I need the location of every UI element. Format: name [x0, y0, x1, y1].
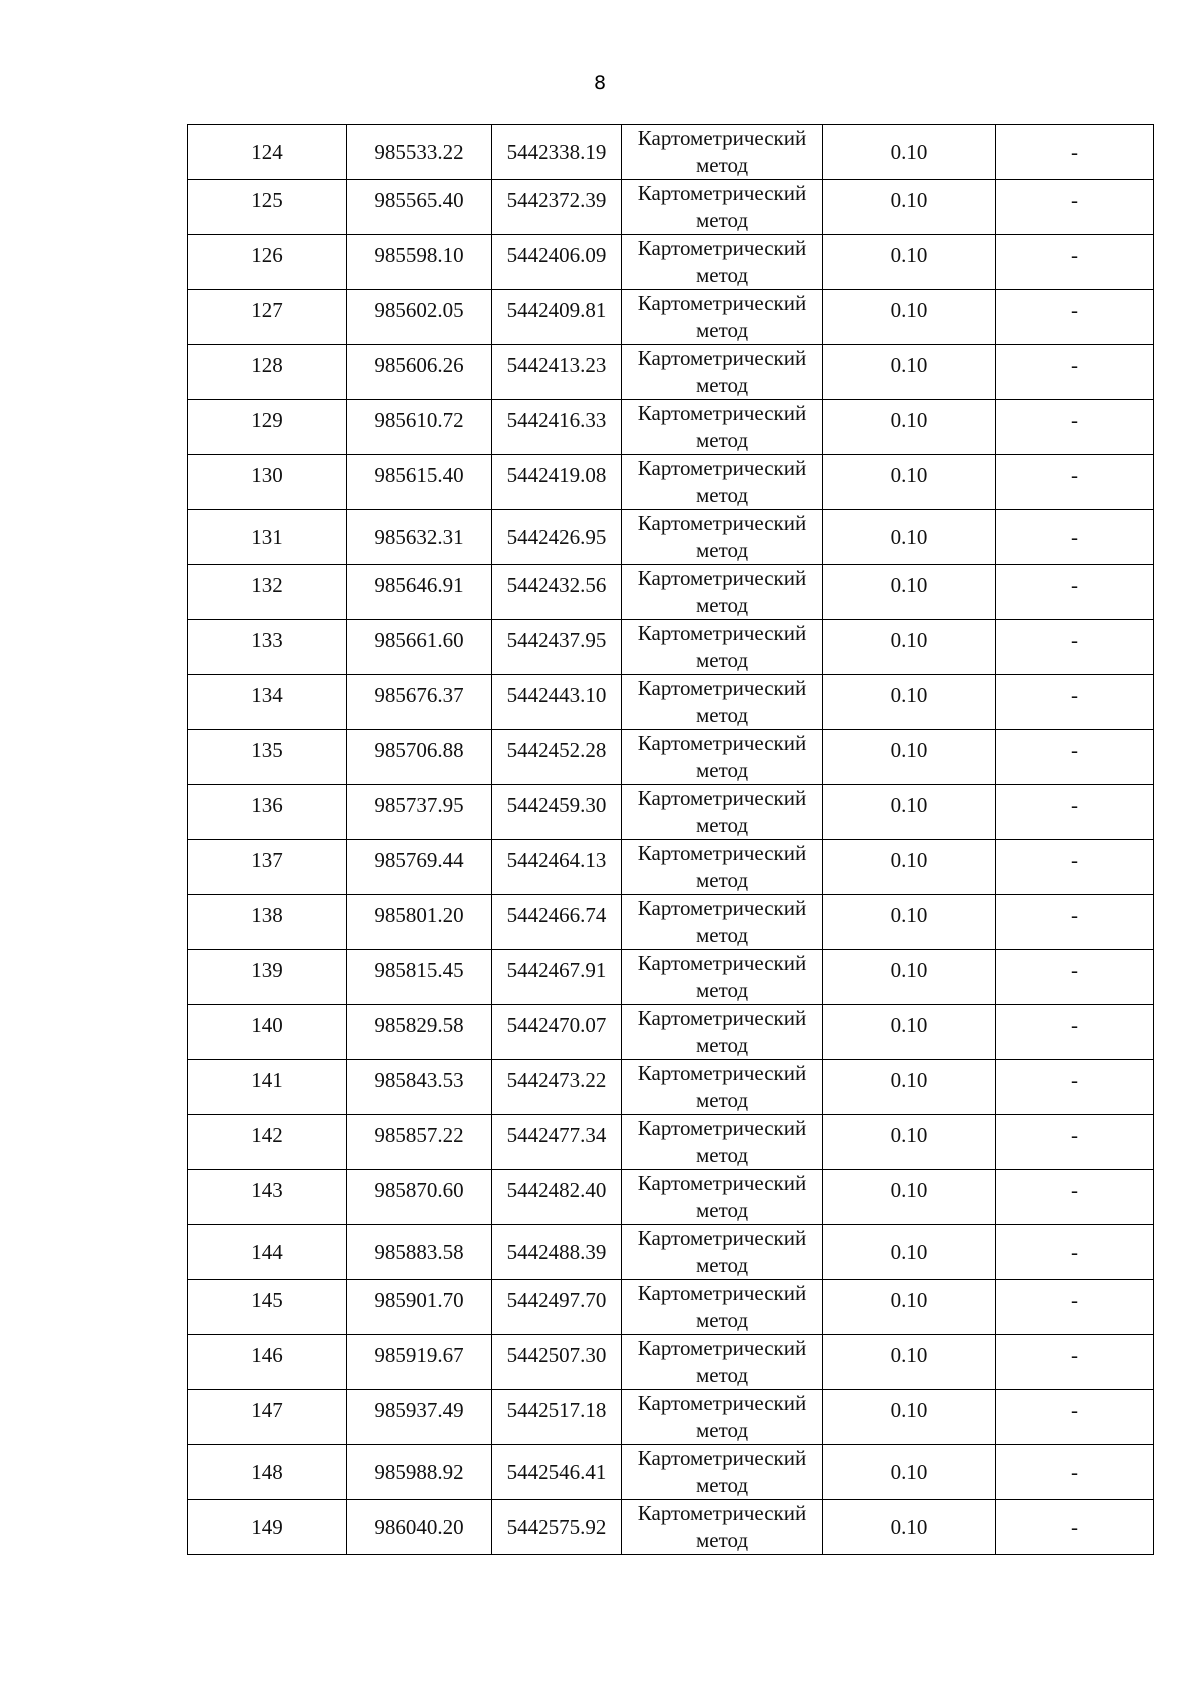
coordinates-table	[187, 124, 1154, 1555]
table-row	[188, 675, 1154, 730]
method-line-1: Картометрический	[637, 1281, 807, 1305]
point-number-cell: 131	[188, 510, 347, 565]
method-cell	[622, 730, 823, 785]
method-line-2: метод	[695, 923, 749, 947]
table-row	[188, 510, 1154, 565]
method-cell	[622, 1445, 823, 1500]
table-row	[188, 1390, 1154, 1445]
accuracy-cell: 0.10	[823, 345, 996, 400]
method-line-2: метод	[695, 978, 749, 1002]
point-number-cell: 136	[188, 785, 347, 840]
accuracy-cell: 0.10	[823, 235, 996, 290]
method-line-1: Картометрический	[637, 1171, 807, 1195]
point-number-cell: 125	[188, 180, 347, 235]
accuracy-cell: 0.10	[823, 675, 996, 730]
x-coordinate-cell: 985829.58	[347, 1005, 492, 1060]
table-row	[188, 620, 1154, 675]
accuracy-cell: 0.10	[823, 180, 996, 235]
table-row	[188, 565, 1154, 620]
method-cell	[622, 840, 823, 895]
y-coordinate-cell: 5442437.95	[492, 620, 622, 675]
y-coordinate-cell: 5442470.07	[492, 1005, 622, 1060]
point-number-cell: 142	[188, 1115, 347, 1170]
y-coordinate-cell: 5442482.40	[492, 1170, 622, 1225]
note-cell: -	[996, 1060, 1154, 1115]
x-coordinate-cell: 985598.10	[347, 235, 492, 290]
y-coordinate-cell: 5442372.39	[492, 180, 622, 235]
method-cell	[622, 620, 823, 675]
point-number-cell: 143	[188, 1170, 347, 1225]
accuracy-cell: 0.10	[823, 400, 996, 455]
note-cell: -	[996, 455, 1154, 510]
x-coordinate-cell: 985632.31	[347, 510, 492, 565]
note-cell: -	[996, 290, 1154, 345]
method-cell	[622, 1170, 823, 1225]
y-coordinate-cell: 5442432.56	[492, 565, 622, 620]
accuracy-cell: 0.10	[823, 455, 996, 510]
method-line-2: метод	[695, 373, 749, 397]
y-coordinate-cell: 5442464.13	[492, 840, 622, 895]
note-cell: -	[996, 1280, 1154, 1335]
y-coordinate-cell: 5442419.08	[492, 455, 622, 510]
table-row	[188, 290, 1154, 345]
accuracy-cell: 0.10	[823, 125, 996, 180]
x-coordinate-cell: 985602.05	[347, 290, 492, 345]
method-cell	[622, 125, 823, 180]
note-cell: -	[996, 565, 1154, 620]
method-line-2: метод	[695, 483, 749, 507]
table-row	[188, 400, 1154, 455]
y-coordinate-cell: 5442406.09	[492, 235, 622, 290]
accuracy-cell: 0.10	[823, 895, 996, 950]
note-cell: -	[996, 1445, 1154, 1500]
method-line-1: Картометрический	[637, 1501, 807, 1525]
point-number-cell: 148	[188, 1445, 347, 1500]
note-cell: -	[996, 730, 1154, 785]
point-number-cell: 135	[188, 730, 347, 785]
note-cell: -	[996, 125, 1154, 180]
method-cell	[622, 1280, 823, 1335]
x-coordinate-cell: 985737.95	[347, 785, 492, 840]
method-line-2: метод	[695, 1418, 749, 1442]
coordinates-table-body	[188, 125, 1154, 1555]
method-line-1: Картометрический	[637, 1006, 807, 1030]
method-line-1: Картометрический	[637, 566, 807, 590]
y-coordinate-cell: 5442467.91	[492, 950, 622, 1005]
method-cell	[622, 400, 823, 455]
method-line-1: Картометрический	[637, 236, 807, 260]
note-cell: -	[996, 1390, 1154, 1445]
point-number-cell: 146	[188, 1335, 347, 1390]
table-row	[188, 1060, 1154, 1115]
x-coordinate-cell: 985919.67	[347, 1335, 492, 1390]
x-coordinate-cell: 985870.60	[347, 1170, 492, 1225]
note-cell: -	[996, 840, 1154, 895]
note-cell: -	[996, 1225, 1154, 1280]
point-number-cell: 134	[188, 675, 347, 730]
point-number-cell: 128	[188, 345, 347, 400]
point-number-cell: 133	[188, 620, 347, 675]
x-coordinate-cell: 986040.20	[347, 1500, 492, 1555]
accuracy-cell: 0.10	[823, 1390, 996, 1445]
x-coordinate-cell: 985610.72	[347, 400, 492, 455]
table-row	[188, 895, 1154, 950]
accuracy-cell: 0.10	[823, 1280, 996, 1335]
x-coordinate-cell: 985883.58	[347, 1225, 492, 1280]
point-number-cell: 137	[188, 840, 347, 895]
method-cell	[622, 1060, 823, 1115]
method-cell	[622, 1500, 823, 1555]
accuracy-cell: 0.10	[823, 1335, 996, 1390]
method-line-1: Картометрический	[637, 456, 807, 480]
method-line-1: Картометрический	[637, 401, 807, 425]
method-line-2: метод	[695, 1308, 749, 1332]
y-coordinate-cell: 5442575.92	[492, 1500, 622, 1555]
accuracy-cell: 0.10	[823, 1005, 996, 1060]
note-cell: -	[996, 1170, 1154, 1225]
method-line-2: метод	[695, 593, 749, 617]
method-line-1: Картометрический	[637, 126, 807, 150]
method-line-2: метод	[695, 1033, 749, 1057]
method-line-1: Картометрический	[637, 181, 807, 205]
method-line-2: метод	[695, 1088, 749, 1112]
method-line-1: Картометрический	[637, 731, 807, 755]
note-cell: -	[996, 950, 1154, 1005]
table-row	[188, 1500, 1154, 1555]
table-row	[188, 1005, 1154, 1060]
point-number-cell: 127	[188, 290, 347, 345]
x-coordinate-cell: 985901.70	[347, 1280, 492, 1335]
table-row	[188, 1225, 1154, 1280]
method-line-2: метод	[695, 1198, 749, 1222]
x-coordinate-cell: 985815.45	[347, 950, 492, 1005]
method-line-1: Картометрический	[637, 896, 807, 920]
x-coordinate-cell: 985857.22	[347, 1115, 492, 1170]
note-cell: -	[996, 1115, 1154, 1170]
note-cell: -	[996, 235, 1154, 290]
method-line-1: Картометрический	[637, 621, 807, 645]
table-row	[188, 950, 1154, 1005]
method-cell	[622, 1005, 823, 1060]
method-line-2: метод	[695, 263, 749, 287]
accuracy-cell: 0.10	[823, 1225, 996, 1280]
x-coordinate-cell: 985533.22	[347, 125, 492, 180]
method-line-2: метод	[695, 813, 749, 837]
x-coordinate-cell: 985661.60	[347, 620, 492, 675]
x-coordinate-cell: 985988.92	[347, 1445, 492, 1500]
method-line-2: метод	[695, 758, 749, 782]
x-coordinate-cell: 985606.26	[347, 345, 492, 400]
method-cell	[622, 950, 823, 1005]
point-number-cell: 145	[188, 1280, 347, 1335]
method-cell	[622, 180, 823, 235]
method-cell	[622, 1335, 823, 1390]
method-line-2: метод	[695, 1143, 749, 1167]
point-number-cell: 129	[188, 400, 347, 455]
accuracy-cell: 0.10	[823, 1170, 996, 1225]
y-coordinate-cell: 5442488.39	[492, 1225, 622, 1280]
x-coordinate-cell: 985769.44	[347, 840, 492, 895]
method-line-1: Картометрический	[637, 1061, 807, 1085]
accuracy-cell: 0.10	[823, 840, 996, 895]
note-cell: -	[996, 1335, 1154, 1390]
method-line-2: метод	[695, 1363, 749, 1387]
method-line-2: метод	[695, 868, 749, 892]
method-line-1: Картометрический	[637, 841, 807, 865]
note-cell: -	[996, 180, 1154, 235]
point-number-cell: 139	[188, 950, 347, 1005]
y-coordinate-cell: 5442507.30	[492, 1335, 622, 1390]
accuracy-cell: 0.10	[823, 950, 996, 1005]
method-line-2: метод	[695, 703, 749, 727]
accuracy-cell: 0.10	[823, 1445, 996, 1500]
point-number-cell: 140	[188, 1005, 347, 1060]
note-cell: -	[996, 895, 1154, 950]
method-line-2: метод	[695, 1528, 749, 1552]
method-line-1: Картометрический	[637, 676, 807, 700]
y-coordinate-cell: 5442459.30	[492, 785, 622, 840]
method-line-1: Картометрический	[637, 786, 807, 810]
note-cell: -	[996, 675, 1154, 730]
table-row	[188, 785, 1154, 840]
method-cell	[622, 565, 823, 620]
accuracy-cell: 0.10	[823, 1115, 996, 1170]
method-line-1: Картометрический	[637, 1391, 807, 1415]
note-cell: -	[996, 1005, 1154, 1060]
y-coordinate-cell: 5442416.33	[492, 400, 622, 455]
y-coordinate-cell: 5442466.74	[492, 895, 622, 950]
method-cell	[622, 675, 823, 730]
method-line-2: метод	[695, 538, 749, 562]
point-number-cell: 141	[188, 1060, 347, 1115]
method-cell	[622, 290, 823, 345]
y-coordinate-cell: 5442413.23	[492, 345, 622, 400]
method-line-2: метод	[695, 648, 749, 672]
table-row	[188, 455, 1154, 510]
method-cell	[622, 1390, 823, 1445]
y-coordinate-cell: 5442477.34	[492, 1115, 622, 1170]
method-line-2: метод	[695, 153, 749, 177]
method-line-2: метод	[695, 208, 749, 232]
point-number-cell: 132	[188, 565, 347, 620]
y-coordinate-cell: 5442443.10	[492, 675, 622, 730]
method-cell	[622, 235, 823, 290]
method-line-1: Картометрический	[637, 291, 807, 315]
y-coordinate-cell: 5442546.41	[492, 1445, 622, 1500]
point-number-cell: 144	[188, 1225, 347, 1280]
y-coordinate-cell: 5442517.18	[492, 1390, 622, 1445]
point-number-cell: 149	[188, 1500, 347, 1555]
x-coordinate-cell: 985801.20	[347, 895, 492, 950]
y-coordinate-cell: 5442338.19	[492, 125, 622, 180]
method-cell	[622, 1225, 823, 1280]
method-line-1: Картометрический	[637, 1336, 807, 1360]
point-number-cell: 130	[188, 455, 347, 510]
accuracy-cell: 0.10	[823, 290, 996, 345]
y-coordinate-cell: 5442409.81	[492, 290, 622, 345]
table-row	[188, 235, 1154, 290]
note-cell: -	[996, 1500, 1154, 1555]
y-coordinate-cell: 5442473.22	[492, 1060, 622, 1115]
accuracy-cell: 0.10	[823, 565, 996, 620]
page-number: 8	[593, 72, 607, 94]
x-coordinate-cell: 985676.37	[347, 675, 492, 730]
method-cell	[622, 510, 823, 565]
table-row	[188, 840, 1154, 895]
note-cell: -	[996, 345, 1154, 400]
y-coordinate-cell: 5442452.28	[492, 730, 622, 785]
y-coordinate-cell: 5442497.70	[492, 1280, 622, 1335]
table-row	[188, 125, 1154, 180]
accuracy-cell: 0.10	[823, 620, 996, 675]
accuracy-cell: 0.10	[823, 1060, 996, 1115]
method-cell	[622, 895, 823, 950]
accuracy-cell: 0.10	[823, 510, 996, 565]
table-row	[188, 180, 1154, 235]
table-row	[188, 1170, 1154, 1225]
x-coordinate-cell: 985646.91	[347, 565, 492, 620]
x-coordinate-cell: 985565.40	[347, 180, 492, 235]
method-cell	[622, 1115, 823, 1170]
method-line-2: метод	[695, 1473, 749, 1497]
note-cell: -	[996, 510, 1154, 565]
point-number-cell: 126	[188, 235, 347, 290]
method-line-2: метод	[695, 428, 749, 452]
method-line-1: Картометрический	[637, 511, 807, 535]
note-cell: -	[996, 785, 1154, 840]
table-row	[188, 1280, 1154, 1335]
table-row	[188, 345, 1154, 400]
note-cell: -	[996, 400, 1154, 455]
x-coordinate-cell: 985615.40	[347, 455, 492, 510]
x-coordinate-cell: 985937.49	[347, 1390, 492, 1445]
method-line-1: Картометрический	[637, 951, 807, 975]
x-coordinate-cell: 985706.88	[347, 730, 492, 785]
table-row	[188, 1445, 1154, 1500]
method-cell	[622, 455, 823, 510]
method-line-2: метод	[695, 1253, 749, 1277]
accuracy-cell: 0.10	[823, 730, 996, 785]
point-number-cell: 124	[188, 125, 347, 180]
point-number-cell: 147	[188, 1390, 347, 1445]
accuracy-cell: 0.10	[823, 785, 996, 840]
x-coordinate-cell: 985843.53	[347, 1060, 492, 1115]
method-line-1: Картометрический	[637, 1446, 807, 1470]
method-cell	[622, 785, 823, 840]
accuracy-cell: 0.10	[823, 1500, 996, 1555]
method-cell	[622, 345, 823, 400]
table-row	[188, 1115, 1154, 1170]
method-line-2: метод	[695, 318, 749, 342]
y-coordinate-cell: 5442426.95	[492, 510, 622, 565]
table-row	[188, 730, 1154, 785]
point-number-cell: 138	[188, 895, 347, 950]
table-row	[188, 1335, 1154, 1390]
method-line-1: Картометрический	[637, 1116, 807, 1140]
note-cell: -	[996, 620, 1154, 675]
method-line-1: Картометрический	[637, 1226, 807, 1250]
method-line-1: Картометрический	[637, 346, 807, 370]
